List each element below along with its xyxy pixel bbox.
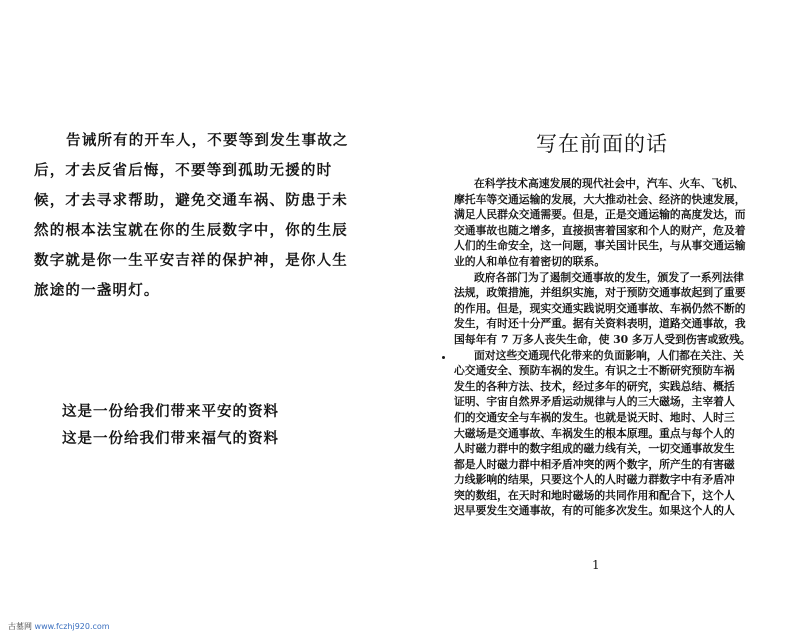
advice-line: 候，才去寻求帮助，避免交通车祸、防患于未 xyxy=(34,192,348,209)
slogan-line: 这是一份给我们带来福气的资料 xyxy=(62,430,279,447)
site-watermark xyxy=(8,621,110,632)
body-line: 人时磁力群中的数字组成的磁力线有关，一切交通事故发生 xyxy=(454,442,735,456)
advice-line: 后，才去反省后悔，不要等到孤助无援的时 xyxy=(34,162,333,179)
advice-paragraph xyxy=(34,126,349,306)
watermark-domain: www.fczhj920.com xyxy=(34,622,110,631)
advice-line: 然的根本法宝就在你的生辰数字中，你的生辰 xyxy=(34,222,348,239)
body-line: 迟早要发生交通事故，有的可能多次发生。如果这个人的人 xyxy=(454,504,735,518)
body-line: 法规，政策措施，并组织实施，对于预防交通事故起到了重要 xyxy=(454,286,746,300)
advice-line: 数字就是你一生平安吉祥的保护神，是你人生 xyxy=(34,252,348,269)
body-line: 面对这些交通现代化带来的负面影响，人们都在关注、关 xyxy=(474,348,744,362)
body-line: 证明、宇宙自然界矛盾运动规律与人的三大磁场，主宰着人 xyxy=(454,395,735,409)
advice-line: 旅途的一盏明灯。 xyxy=(34,282,160,299)
watermark-site-name: 古墓网 xyxy=(8,622,32,631)
stray-dot-mark xyxy=(442,356,445,359)
body-line: 交通事故也随之增多，直接损害着国家和个人的财产，危及着 xyxy=(454,223,746,237)
body-line: 国每年有 7 万多人丧失生命，使 30 多万人受到伤害或致残。 xyxy=(454,332,751,346)
advice-line: 告诫所有的开车人，不要等到发生事故之 xyxy=(66,132,349,149)
body-line: 力线影响的结果，只要这个人的人时磁力群数字中有矛盾冲 xyxy=(454,473,735,487)
page-title: 写在前面的话 xyxy=(536,132,668,156)
body-line: 心交通安全、预防车祸的发生。有识之士不断研究预防车祸 xyxy=(454,364,735,378)
body-line: 业的人和单位有着密切的联系。 xyxy=(454,254,606,268)
page-number: 1 xyxy=(592,558,600,572)
body-line: 发生，有时还十分严重。据有关资料表明，道路交通事故，我 xyxy=(454,317,746,331)
body-line: 的作用。但是，现实交通实践说明交通事故、车祸仍然不断的 xyxy=(454,301,746,315)
right-page xyxy=(396,0,793,635)
body-line: 摩托车等交通运输的发展，大大推动社会、经济的快速发展， xyxy=(454,192,746,206)
slogan-block xyxy=(62,398,322,452)
body-line: 突的数组，在天时和地时磁场的共同作用和配合下，这个人 xyxy=(454,488,735,502)
slogan-line: 这是一份给我们带来平安的资料 xyxy=(62,403,279,420)
preface-body xyxy=(454,176,764,519)
body-line: 发生的各种方法、技术，经过多年的研究，实践总结、概括 xyxy=(454,379,735,393)
left-page xyxy=(0,0,396,635)
body-line: 人们的生命安全，这一问题，事关国计民生，与从事交通运输 xyxy=(454,239,746,253)
body-line: 在科学技术高速发展的现代社会中，汽车、火车、飞机、 xyxy=(474,177,744,190)
body-line: 满足人民群众交通需要。但是，正是交通运输的高度发达，而 xyxy=(454,208,746,222)
body-line: 大磁场是交通事故、车祸发生的根本原理。重点与每个人的 xyxy=(454,426,735,440)
body-line: 们的交通安全与车祸的发生。也就是说天时、地时、人时三 xyxy=(454,410,735,424)
body-line: 都是人时磁力群中相矛盾冲突的两个数字，所产生的有害磁 xyxy=(454,457,735,471)
body-line: 政府各部门为了遏制交通事故的发生，颁发了一系列法律 xyxy=(474,270,744,284)
